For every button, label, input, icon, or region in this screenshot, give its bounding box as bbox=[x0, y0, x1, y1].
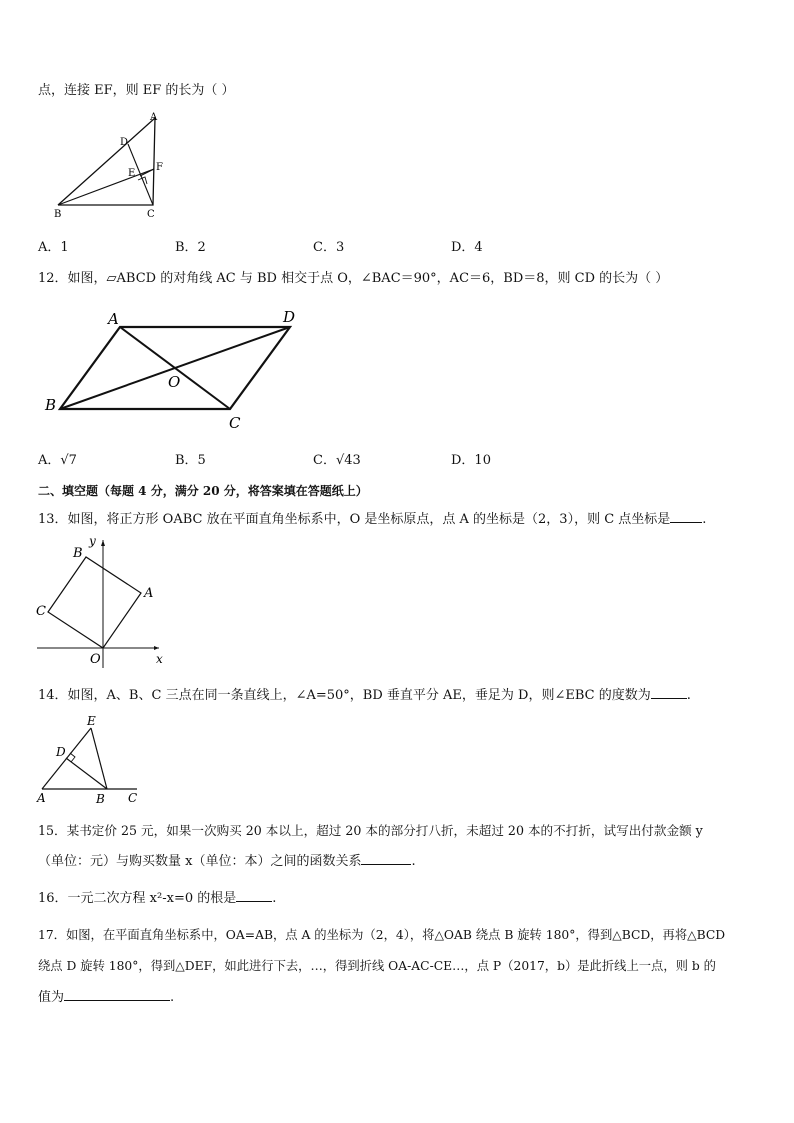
q14-label-B: B bbox=[96, 792, 105, 806]
q17-end: . bbox=[170, 990, 175, 1005]
q14-end: . bbox=[686, 688, 691, 703]
q12-label-B: B bbox=[45, 396, 57, 414]
q11-label-C: C bbox=[147, 209, 155, 220]
q11-stem: 点，连接 EF，则 EF 的长为（ ） bbox=[38, 83, 235, 98]
q17-answer-blank[interactable] bbox=[64, 988, 170, 1001]
q14-label-C: C bbox=[128, 791, 138, 805]
q14-label-E: E bbox=[87, 714, 96, 728]
q16-stem bbox=[38, 889, 276, 908]
q13-answer-blank[interactable] bbox=[670, 510, 702, 523]
q11-option-c[interactable]: C．3 bbox=[313, 240, 345, 255]
q13-label-B: B bbox=[73, 546, 83, 561]
q12-option-d[interactable]: D．10 bbox=[451, 453, 491, 468]
q14-answer-blank[interactable] bbox=[651, 686, 687, 699]
q14-stem bbox=[38, 686, 691, 705]
q11-label-B: B bbox=[54, 209, 62, 220]
q17-text: 值为 bbox=[38, 990, 65, 1005]
q13-label-A: A bbox=[144, 586, 154, 601]
q15-end: . bbox=[411, 854, 416, 869]
q16-end: . bbox=[272, 891, 277, 906]
q15-line2 bbox=[38, 852, 416, 871]
q12-label-O: O bbox=[168, 373, 181, 391]
q13-end: . bbox=[702, 512, 707, 527]
q12-option-c[interactable]: C．√43 bbox=[313, 453, 361, 468]
q13-figure bbox=[34, 535, 169, 670]
q12-label-A: A bbox=[108, 310, 119, 328]
q17-line2: 绕点 D 旋转 180°，得到△DEF，如此进行下去，…，得到折线 OA-AC-CE…，点 P（2017，b）是此折线上一点，则 b 的 bbox=[38, 959, 716, 973]
q16-text: 16．一元二次方程 x²-x=0 的根是 bbox=[38, 891, 237, 906]
q15-line1: 15．某书定价 25 元，如果一次购买 20 本以上，超过 20 本的部分打八折，未超过 20 本的不打折，试写出付款金额 y bbox=[38, 823, 703, 838]
q12-label-D: D bbox=[283, 308, 296, 326]
q11-label-F: F bbox=[156, 162, 163, 173]
q11-label-A: A bbox=[150, 112, 158, 123]
q11-option-a[interactable]: A．1 bbox=[38, 240, 69, 255]
q13-label-C: C bbox=[36, 604, 46, 619]
q15-text: （单位：元）与购买数量 x（单位：本）之间的函数关系 bbox=[38, 854, 362, 869]
q17-line1: 17．如图，在平面直角坐标系中，OA=AB，点 A 的坐标为（2，4），将△OAB 绕点 B 旋转 180°，得到△BCD，再将△BCD bbox=[38, 928, 726, 942]
q11-option-b[interactable]: B．2 bbox=[175, 240, 206, 255]
q13-stem bbox=[38, 510, 706, 529]
q12-figure bbox=[40, 305, 310, 435]
q14-label-D: D bbox=[56, 745, 66, 759]
q11-figure bbox=[40, 108, 180, 223]
section2-heading: 二、填空题（每题 4 分，满分 20 分，将答案填在答题纸上） bbox=[38, 484, 368, 498]
q12-option-a[interactable]: A．√7 bbox=[38, 453, 77, 468]
q13-text: 13．如图，将正方形 OABC 放在平面直角坐标系中，O 是坐标原点，点 A 的坐标是（2，3），则 C 点坐标是 bbox=[38, 512, 671, 527]
q14-text: 14．如图，A、B、C 三点在同一条直线上，∠A=50°，BD 垂直平分 AE，垂足为 D，则∠EBC 的度数为 bbox=[38, 688, 651, 703]
q14-label-A: A bbox=[37, 791, 46, 805]
q13-label-y: y bbox=[89, 534, 96, 548]
q12-label-C: C bbox=[229, 414, 241, 432]
q11-label-D: D bbox=[120, 137, 129, 148]
q15-answer-blank[interactable] bbox=[361, 852, 411, 865]
q14-figure bbox=[34, 713, 149, 808]
q13-label-O: O bbox=[90, 652, 101, 667]
q13-label-x: x bbox=[156, 652, 163, 666]
q12-option-b[interactable]: B．5 bbox=[175, 453, 206, 468]
q12-stem: 12．如图，▱ABCD 的对角线 AC 与 BD 相交于点 O，∠BAC＝90°，AC＝6，BD＝8，则 CD 的长为（ ） bbox=[38, 271, 669, 286]
q11-label-E: E bbox=[128, 168, 136, 179]
q16-answer-blank[interactable] bbox=[236, 889, 272, 902]
q17-line3 bbox=[38, 988, 174, 1007]
q11-option-d[interactable]: D．4 bbox=[451, 240, 483, 255]
